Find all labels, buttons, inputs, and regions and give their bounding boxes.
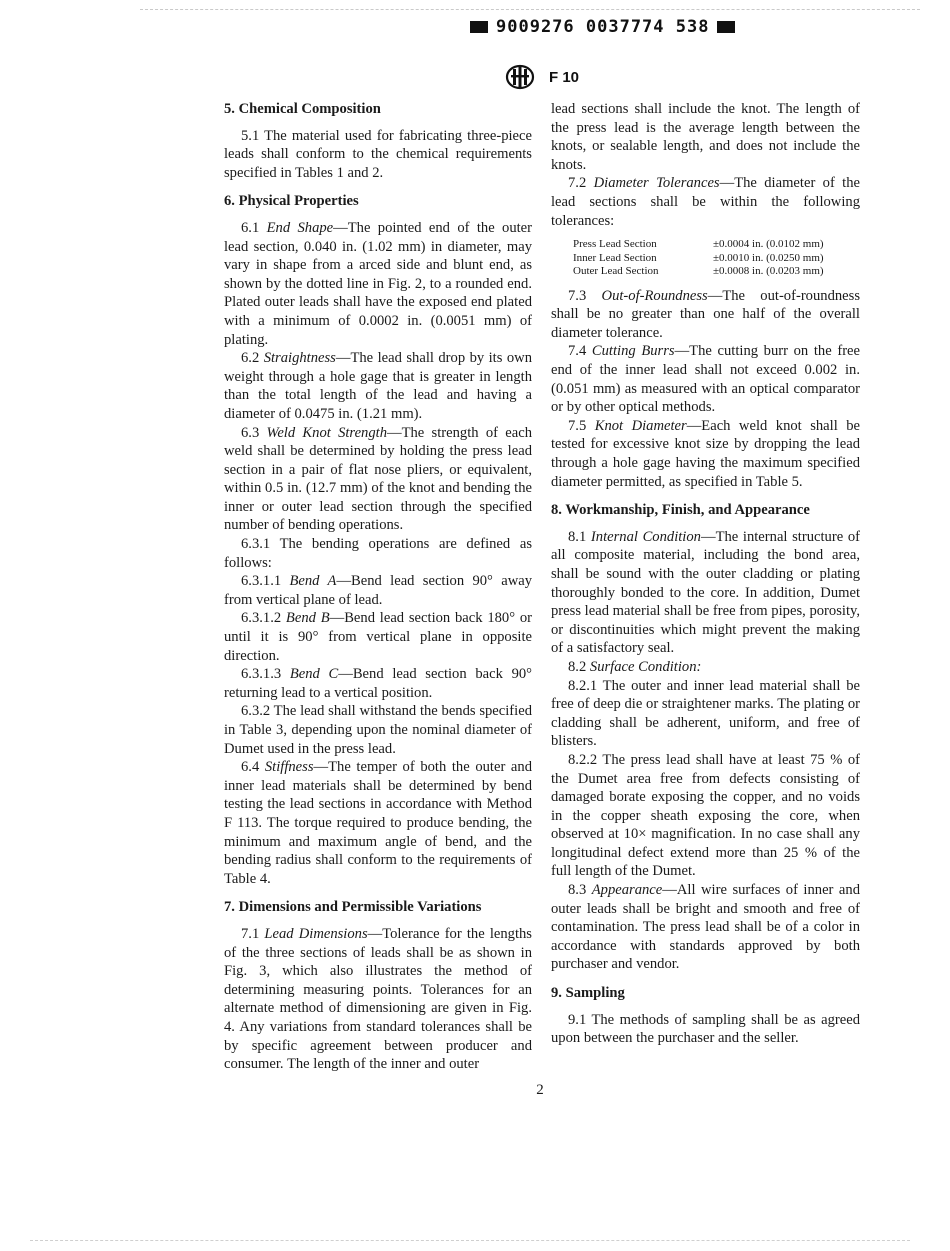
barcode-text: 9009276 0037774 538 xyxy=(496,17,710,37)
barcode-block-left xyxy=(470,21,488,33)
paragraph-text: 5.1 The material used for fabricating three-piece leads shall conform to the chemical requirements specified in Tables 1 and 2. xyxy=(224,127,532,181)
paragraph-text: —The pointed end of the outer lead section, 0.040 in. (1.02 mm) in diameter, may vary in shape from a arced side and blunt end, as shown by the dotted line in Fig. 2, to a rounded end. Plated outer leads shall have the exposed end plated with a minimum of 0.0002 in. (0.0051 mm) of plating. xyxy=(224,219,533,348)
section-heading-9-sampling: 9. Sampling xyxy=(551,985,625,1002)
paragraph-text: 6.3.1.3 xyxy=(241,666,290,683)
paragraph-text: —The diameter of the lead sections shall be within the following tolerances: xyxy=(551,175,861,229)
section-heading-7-dimensions-and-permissible-variations: 7. Dimensions and Permissible Variations xyxy=(224,899,482,916)
lead-section-cell: Press Lead Section xyxy=(573,238,657,251)
paragraph xyxy=(551,677,860,751)
paragraph-text: —The cutting burr on the free end of the inner lead shall not exceed 0.002 in. (0.051 mm) as measured with an optical comparator or by other optical methods. xyxy=(551,343,861,416)
right-column-bottom xyxy=(551,287,860,1048)
paragraph-title: Bend C xyxy=(289,666,339,683)
paragraph xyxy=(224,758,532,888)
paragraph-text: —All wire surfaces of inner and outer leads shall be bright and smooth and free of contamination. The press lead shall be of a color in accordance with standards approved by both purchaser and vendor. xyxy=(551,882,860,973)
paragraph-text: 6.4 xyxy=(241,759,265,776)
paragraph-title: Appearance xyxy=(591,882,663,899)
paragraph-text: 6.3.1.1 xyxy=(241,573,290,590)
paragraph-title: Bend A xyxy=(289,573,337,590)
paragraph xyxy=(224,609,532,665)
section-heading-8-workmanship-finish-and-appearance: 8. Workmanship, Finish, and Appearance xyxy=(551,502,810,519)
paragraph-title: Internal Condition xyxy=(590,528,701,545)
paragraph xyxy=(551,342,860,416)
paragraph-title: End Shape xyxy=(266,219,334,236)
paragraph-text: 8.3 xyxy=(568,882,592,899)
paragraph-title: Cutting Burrs xyxy=(591,343,675,360)
section-heading-6-physical-properties: 6. Physical Properties xyxy=(224,193,359,210)
paragraph-title: Out-of-Roundness xyxy=(601,287,708,304)
paragraph-title: Stiffness xyxy=(264,759,314,776)
tolerance-cell: ±0.0004 in. (0.0102 mm) xyxy=(713,238,824,251)
paragraph-text: —The strength of each weld shall be determined by holding the press lead section in a pair of flat nose pliers, or equivalent, within 0.5 in. (12.7 mm) of the knot and bending the inner or outer lead section through the specified number of bending operations. xyxy=(224,424,532,534)
paragraph-text: 6.1 xyxy=(241,219,267,236)
paragraph-text: 7.2 xyxy=(568,175,594,192)
paragraph xyxy=(551,751,860,881)
barcode xyxy=(470,14,735,40)
paragraph xyxy=(551,658,860,677)
paragraph-title: Bend B xyxy=(285,610,330,627)
scan-artifact-top xyxy=(140,9,920,11)
paragraph-text: lead sections shall include the knot. The length of the press lead is the average length between the knots, or sealable length, and does not include the knots. xyxy=(551,101,860,173)
paragraph-text: —Each weld knot shall be tested for excessive knot size by dropping the lead through a hole gage having the maximum specified diameter permitted, as specified in Table 5. xyxy=(551,417,860,490)
paragraph-text: 6.3.2 The lead shall withstand the bends specified in Table 3, depending upon the nominal diameter of Dumet used in the press lead. xyxy=(224,703,532,757)
page-number: 2 xyxy=(536,1082,544,1098)
paragraph xyxy=(224,127,532,183)
tolerance-cell: ±0.0010 in. (0.0250 mm) xyxy=(713,251,824,264)
paragraph-text: 7.3 xyxy=(568,287,602,304)
paragraph-text: 6.3 xyxy=(241,424,267,441)
lead-section-cell: Outer Lead Section xyxy=(573,265,659,278)
paragraph-text: 6.3.1 The bending operations are defined as follows: xyxy=(224,536,532,571)
table-row xyxy=(573,265,824,279)
paragraph-text: 6.3.1.2 xyxy=(241,610,286,627)
section-gap xyxy=(224,182,532,192)
paragraph xyxy=(551,1011,860,1048)
lead-section-cell: Inner Lead Section xyxy=(573,251,657,264)
paragraph-text: —Tolerance for the lengths of the three sections of leads shall be as shown in Fig. 3, which also illustrates the method of determining measuring points. Tolerances for an alternate method of dimensioning are given in Fig. 4. Any variations from standard tolerances shall be by specific agreement between producer and consumer. The length of the inner and outer xyxy=(224,925,532,1073)
paragraph xyxy=(224,665,532,702)
left-column xyxy=(224,100,532,1074)
paragraph-title: Diameter Tolerances xyxy=(593,175,720,192)
right-column-top xyxy=(551,100,860,230)
paragraph-text: —Bend lead section 90° away from vertical plane of lead. xyxy=(224,573,533,608)
paragraph xyxy=(224,535,532,572)
paragraph-title: Lead Dimensions xyxy=(264,925,368,942)
paragraph xyxy=(551,528,860,658)
paragraph xyxy=(224,925,532,1074)
paragraph-text: 6.2 xyxy=(241,350,264,367)
paragraph xyxy=(551,174,860,230)
paragraph xyxy=(224,572,532,609)
paragraph-text: —Bend lead section back 180° or until it is 90° from vertical plane in opposite direction. xyxy=(224,610,532,664)
paragraph-text: 8.1 xyxy=(568,528,591,545)
paragraph xyxy=(551,417,860,491)
paragraph-text: —Bend lead section back 90° returning lead to a vertical position. xyxy=(224,666,532,701)
section-gap xyxy=(224,888,532,898)
paragraph-text: 8.2.1 The outer and inner lead material shall be free of deep die or straightener marks. The plating or cladding shall be adherent, uniform, and free of blisters. xyxy=(551,677,860,750)
paragraph-text: —The temper of both the outer and inner lead materials shall be determined by bend testing the lead sections in accordance with Method F 113. The torque required to produce bending, the minimum and maximum angle of bend, and the bending radius shall conform to the requirements of Table 4. xyxy=(224,759,532,887)
paragraph-text: —The out-of-roundness shall be no greater than one half of the overall diameter tolerance. xyxy=(551,287,861,341)
section-gap xyxy=(551,974,860,984)
right-column xyxy=(551,100,860,1048)
page-header xyxy=(505,64,579,90)
scan-artifact-bottom xyxy=(30,1240,910,1242)
paragraph-text: 8.2 xyxy=(568,658,590,675)
paragraph-text: 9.1 The methods of sampling shall be as agreed upon between the purchaser and the seller. xyxy=(551,1011,860,1047)
paragraph-text: 7.1 xyxy=(241,925,265,942)
table-row xyxy=(573,252,824,266)
paragraph xyxy=(551,287,860,343)
paragraph xyxy=(224,424,532,536)
paragraph xyxy=(224,349,532,423)
paragraph-text: 7.5 xyxy=(568,417,595,434)
paragraph xyxy=(551,881,860,974)
paragraph xyxy=(224,219,532,349)
section-gap xyxy=(551,491,860,501)
paragraph-title: Surface Condition: xyxy=(589,658,702,675)
paragraph-text: —The lead shall drop by its own weight through a hole gage that is greater in length than the total length of the lead and having a diameter of 0.0475 in. (1.21 mm). xyxy=(224,350,533,422)
paragraph xyxy=(224,702,532,758)
paragraph-title: Weld Knot Strength xyxy=(266,424,387,441)
paragraph-text: 8.2.2 The press lead shall have at least 75 % of the Dumet area free from defects consisting of damaged borate exposing the copper, and no voids in the copper sheath exposing the core, when observed at 10× magnification. In no case shall any longitudinal defect extend more than 25 % of the full length of the Dumet. xyxy=(551,751,860,880)
paragraph-text: —The internal structure of all composite material, including the bond area, shall be sound with the outer cladding or plating thoroughly bonded to the core. In addition, Dumet press lead material shall be free from pipes, porosity, or discontinuities which might prevent the making of a satisfactory seal. xyxy=(551,528,861,657)
paragraph xyxy=(551,100,860,174)
section-heading-5-chemical-composition: 5. Chemical Composition xyxy=(224,101,381,117)
paragraph-title: Knot Diameter xyxy=(594,417,687,434)
barcode-block-right xyxy=(717,21,735,33)
paragraph-text: 7.4 xyxy=(568,343,592,360)
tolerance-cell: ±0.0008 in. (0.0203 mm) xyxy=(713,265,824,278)
diameter-tolerance-table xyxy=(573,238,824,279)
standard-designation: F 10 xyxy=(549,68,580,86)
paragraph-title: Straightness xyxy=(263,350,336,367)
astm-logo-icon xyxy=(505,64,535,90)
table-row xyxy=(573,238,824,252)
